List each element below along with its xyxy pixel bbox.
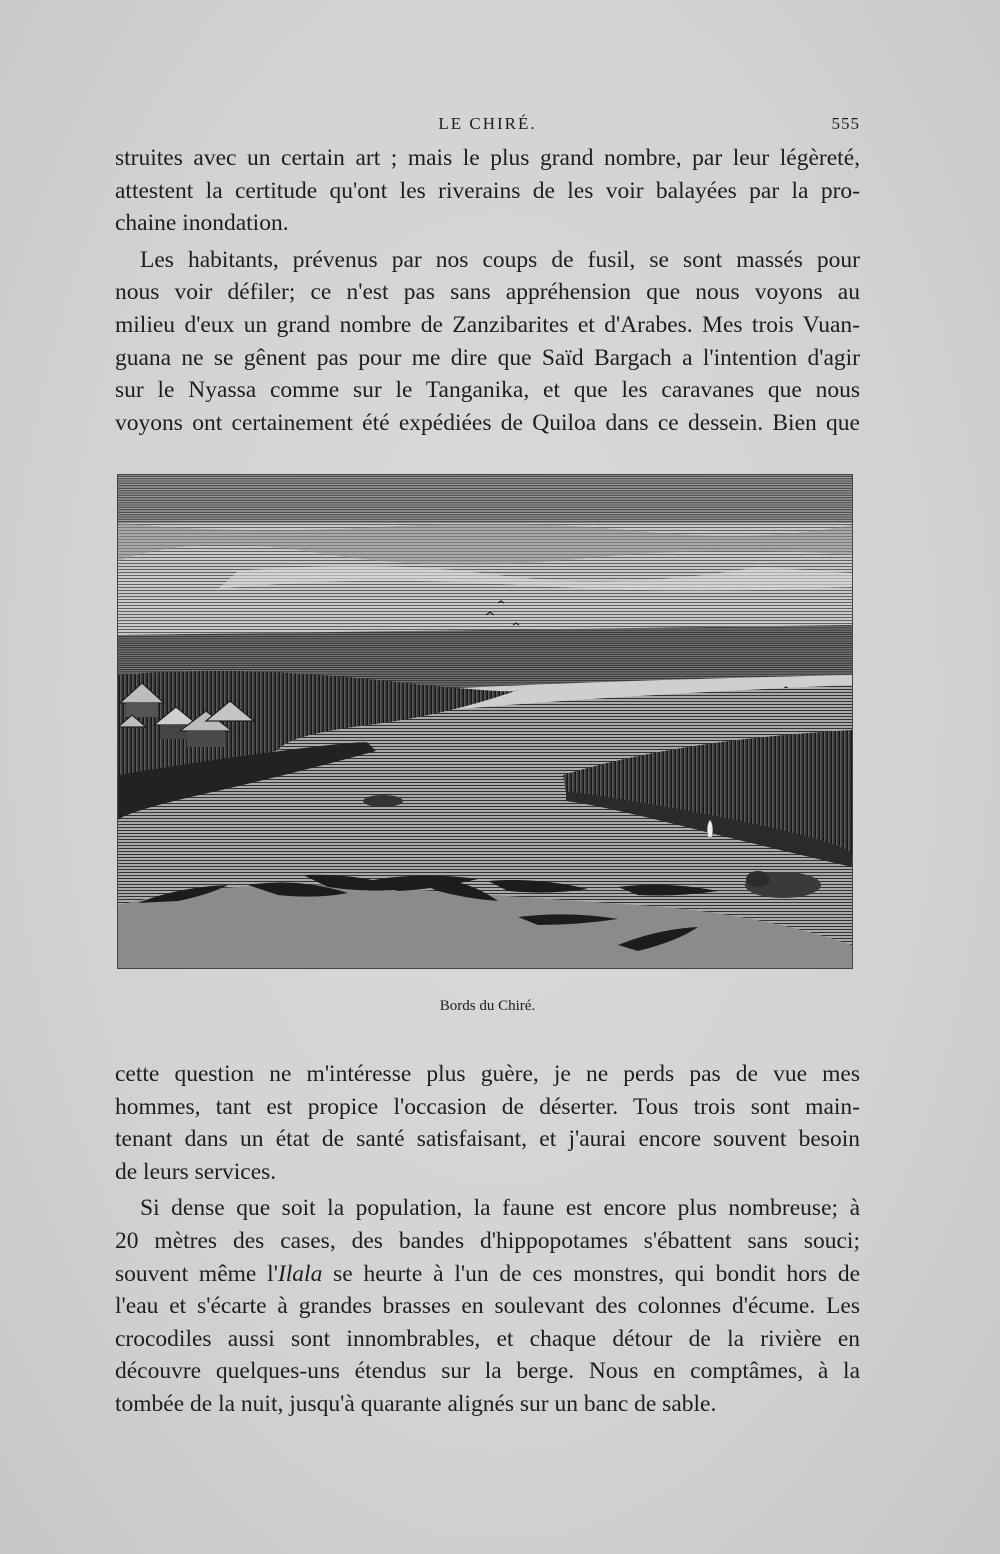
text-line: hommes, tant est propice l'occasion de déserter. Tous trois sont main- bbox=[115, 1093, 860, 1120]
engraving-illustration bbox=[117, 474, 853, 969]
text-line: Si dense que soit la population, la faune est encore plus nombreuse; à bbox=[140, 1195, 860, 1222]
top-text-block bbox=[115, 142, 860, 439]
running-title: LE CHIRÉ. bbox=[438, 114, 537, 133]
paragraph-1 bbox=[115, 142, 860, 240]
text-run: se heurte à l'un de ces monstres, qui bondit hors de bbox=[322, 1260, 860, 1287]
text-line: chaine inondation. bbox=[115, 210, 289, 237]
running-head bbox=[115, 112, 860, 138]
text-line: cette question ne m'intéresse plus guère, je ne perds pas de vue mes bbox=[115, 1061, 860, 1087]
paragraph-3 bbox=[115, 1058, 860, 1188]
text-line: tombée de la nuit, jusqu'à quarante alignés sur un banc de sable. bbox=[115, 1390, 717, 1417]
text-line: milieu d'eux un grand nombre de Zanzibarites et d'Arabes. Mes trois Vuan- bbox=[115, 311, 860, 338]
river-engraving bbox=[118, 475, 852, 968]
page-number: 555 bbox=[831, 114, 860, 133]
hippo-head bbox=[363, 795, 403, 807]
text-line: voyons ont certainement été expédiées de Quiloa dans ce dessein. Bien que bbox=[115, 409, 860, 436]
text-line: struites avec un certain art ; mais le plus grand nombre, par leur légèreté, bbox=[115, 145, 860, 171]
text-line: Les habitants, prévenus par nos coups de fusil, se sont massés pour bbox=[140, 246, 860, 273]
text-line: attestent la certitude qu'ont les riverains de les voir balayées par la pro- bbox=[115, 177, 860, 204]
text-line: sur le Nyassa comme sur le Tanganika, et que les caravanes que nous bbox=[115, 377, 860, 404]
text-line: de leurs services. bbox=[115, 1158, 277, 1185]
ship-name-italic: Ilala bbox=[277, 1260, 323, 1287]
text-run: souvent même l' bbox=[115, 1260, 278, 1287]
bottom-text-block bbox=[115, 1058, 860, 1421]
text-line: tenant dans un état de santé satisfaisant, et j'aurai encore souvent besoin bbox=[115, 1126, 860, 1153]
paragraph-2 bbox=[115, 244, 860, 440]
paragraph-4 bbox=[115, 1192, 860, 1420]
text-line: nous voir défiler; ce n'est pas sans appréhension que nous voyons au bbox=[115, 279, 860, 306]
figure-caption: Bords du Chiré. bbox=[439, 998, 536, 1014]
text-line: découvre quelques-uns étendus sur la berge. Nous en comptâmes, à la bbox=[115, 1358, 860, 1385]
text-line: 20 mètres des cases, des bandes d'hippopotames s'ébattent sans souci; bbox=[115, 1227, 860, 1254]
text-line: l'eau et s'écarte à grandes brasses en soulevant des colonnes d'écume. Les bbox=[115, 1293, 860, 1320]
text-line: crocodiles aussi sont innombrables, et chaque détour de la rivière en bbox=[115, 1325, 860, 1352]
text-line bbox=[115, 1258, 860, 1291]
text-line: guana ne se gênent pas pour me dire que Saïd Bargach a l'intention d'agir bbox=[115, 344, 860, 371]
